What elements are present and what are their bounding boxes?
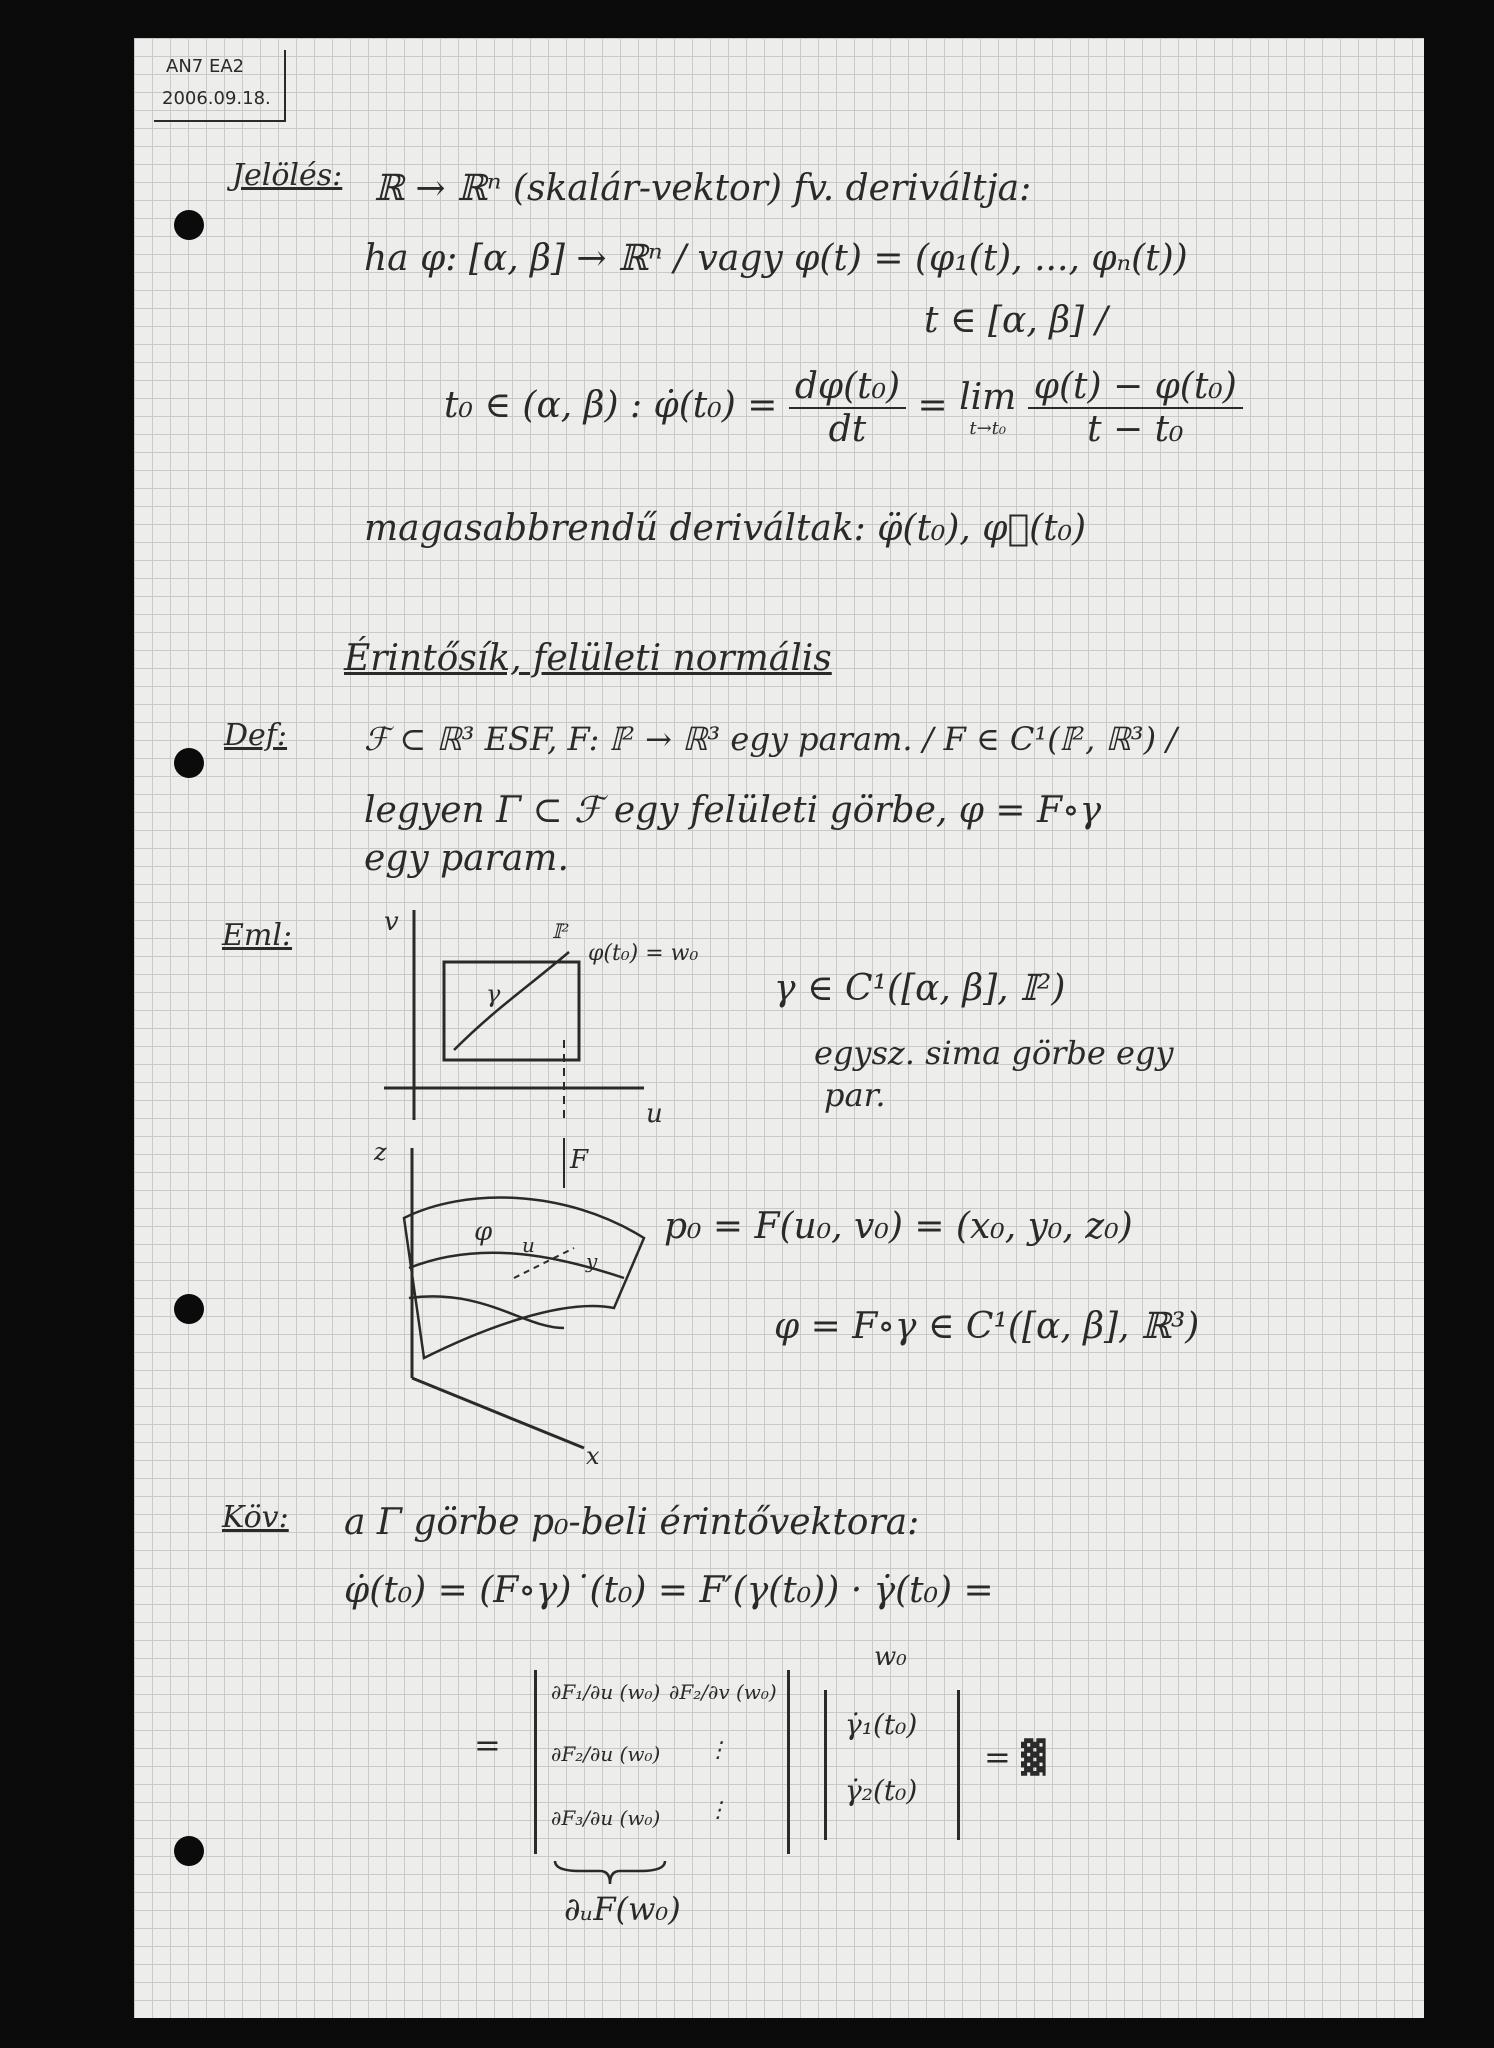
section3-line1: a Γ görbe p₀-beli érintővektora: bbox=[344, 1502, 920, 1543]
lim-fraction bbox=[1028, 366, 1243, 450]
lim-sub: t→t₀ bbox=[969, 418, 1007, 439]
fig2-y-label: y bbox=[586, 1249, 598, 1273]
matrix-r1c1: ∂F₁/∂u (w₀) bbox=[551, 1680, 661, 1704]
label-eml: Eml: bbox=[222, 918, 293, 953]
notebook-page bbox=[134, 38, 1424, 2018]
def-line3: egy param. bbox=[364, 838, 569, 879]
domain-rectangle bbox=[444, 962, 579, 1060]
matrix-r3c2: ⋮ bbox=[707, 1798, 729, 1823]
phi-composition: φ = F∘γ ∈ C¹([α, β], ℝ³) bbox=[774, 1306, 1200, 1347]
deriv-fraction bbox=[789, 366, 906, 450]
underbrace bbox=[550, 1856, 670, 1886]
fig1-u-label: u bbox=[646, 1099, 663, 1129]
brace-w0: w₀ bbox=[874, 1642, 907, 1672]
section1-line2: ha φ: [α, β] → ℝⁿ / vagy φ(t) = (φ₁(t), ..., φₙ(t)) bbox=[364, 238, 1188, 279]
section2-heading: Érintősík, felületi normális bbox=[344, 638, 832, 679]
surface-patch bbox=[404, 1198, 644, 1358]
gamma-dot-vector bbox=[824, 1690, 960, 1840]
label-kov: Köv: bbox=[222, 1500, 289, 1535]
section1-line3: t ∈ [α, β] / bbox=[924, 300, 1108, 341]
x-axis bbox=[412, 1378, 584, 1448]
fig2-F-label: F bbox=[570, 1145, 589, 1175]
deriv-lhs: t₀ ∈ (α, β) : φ̇(t₀) = bbox=[444, 385, 778, 426]
punch-hole bbox=[174, 1294, 204, 1324]
vector-r1: γ̇₁(t₀) bbox=[845, 1708, 918, 1741]
higher-derivatives: magasabbrendű deriváltak: φ̈(t₀), φ⃛(t₀) bbox=[364, 508, 1087, 549]
fig1-phi-label: φ(t₀) = w₀ bbox=[588, 941, 699, 966]
punch-hole bbox=[174, 748, 204, 778]
brace-label: ∂ᵤF(w₀) bbox=[564, 1890, 681, 1928]
course-code: AN7 EA2 bbox=[166, 56, 245, 77]
vector-r2: γ̇₂(t₀) bbox=[845, 1774, 918, 1807]
header-stamp bbox=[154, 50, 286, 122]
gamma-class: γ ∈ C¹([α, β], 𝕀²) bbox=[774, 968, 1066, 1009]
section1-title: ℝ → ℝⁿ (skalár-vektor) fv. deriváltja: bbox=[374, 168, 1032, 209]
lim-word: lim bbox=[959, 377, 1017, 418]
matrix-r2c1: ∂F₂/∂u (w₀) bbox=[551, 1742, 661, 1766]
def-line1: ℱ ⊂ ℝ³ ESF, F: 𝕀² → ℝ³ egy param. / F ∈ C¹(𝕀², ℝ³) / bbox=[364, 720, 1178, 758]
label-jeloles: Jelölés: bbox=[232, 158, 343, 193]
gamma-curve bbox=[454, 952, 569, 1050]
derivative-formula bbox=[444, 366, 1243, 450]
gamma-desc-2: par. bbox=[824, 1076, 886, 1114]
figure-parameter-domain bbox=[374, 900, 774, 1140]
figure-surface bbox=[364, 1128, 784, 1468]
deriv-frac-den: dt bbox=[828, 409, 867, 450]
date: 2006.09.18. bbox=[162, 88, 271, 109]
matrix-r2c2: ⋮ bbox=[707, 1738, 729, 1763]
def-line2: legyen Γ ⊂ ℱ egy felületi görbe, φ = F∘γ bbox=[364, 790, 1102, 831]
lim-frac-den: t − t₀ bbox=[1087, 409, 1184, 450]
matrix-eq-sign: = bbox=[474, 1726, 501, 1764]
fig1-domain-label: 𝕀² bbox=[552, 919, 570, 943]
matrix-r1c2: ∂F₂/∂v (w₀) bbox=[669, 1680, 777, 1704]
punch-hole bbox=[174, 1836, 204, 1866]
lim-operator bbox=[959, 377, 1016, 439]
jacobian-matrix bbox=[534, 1670, 790, 1854]
label-def: Def: bbox=[224, 718, 288, 753]
fig1-gamma-label: γ bbox=[486, 980, 501, 1008]
lim-frac-num: φ(t) − φ(t₀) bbox=[1028, 366, 1243, 409]
fig2-x-label: x bbox=[586, 1442, 600, 1470]
section3-line2: φ̇(t₀) = (F∘γ)˙(t₀) = F′(γ(t₀)) · γ̇(t₀) = bbox=[344, 1570, 994, 1611]
gamma-desc-1: egysz. sima görbe egy bbox=[814, 1034, 1174, 1072]
fig2-phi-label: φ bbox=[474, 1217, 493, 1247]
fig1-v-label: v bbox=[384, 907, 399, 937]
deriv-frac-num: dφ(t₀) bbox=[789, 366, 906, 409]
p0-definition: p₀ = F(u₀, v₀) = (x₀, y₀, z₀) bbox=[664, 1206, 1133, 1247]
scribbled-result: = ▓ bbox=[984, 1738, 1046, 1776]
matrix-r3c1: ∂F₃/∂u (w₀) bbox=[551, 1806, 661, 1830]
punch-hole bbox=[174, 210, 204, 240]
deriv-eq: = bbox=[917, 385, 948, 426]
fig2-z-label: z bbox=[374, 1138, 387, 1166]
fig2-u-label: u bbox=[522, 1233, 535, 1257]
